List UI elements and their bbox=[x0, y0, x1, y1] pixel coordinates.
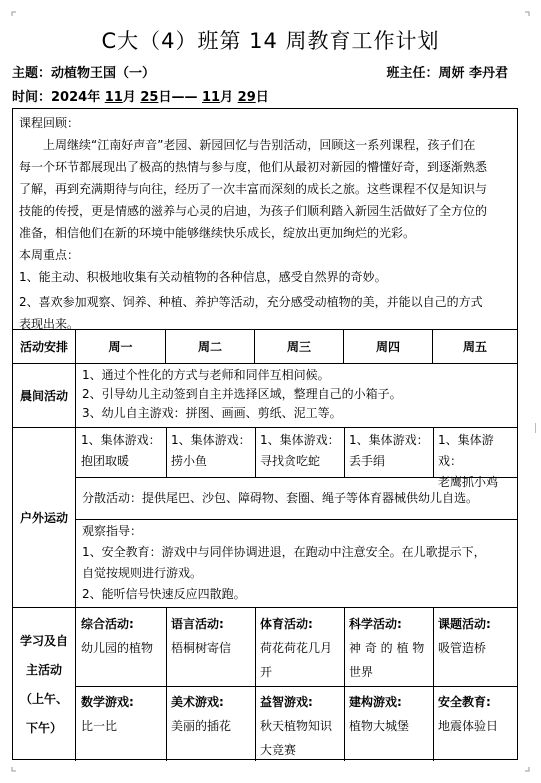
morning-label: 晨间活动 bbox=[19, 388, 68, 403]
learning-label bbox=[13, 608, 75, 761]
activity-name: 吸管造桥 bbox=[438, 641, 487, 655]
activity-name: 秋天植物知识 bbox=[260, 719, 333, 733]
review-line: 了解，再到充满期待与向往，经历了一次丰富而深刻的成长之旅。这些课程不仅是知识与 bbox=[19, 182, 488, 196]
crop-mark-bottom-left bbox=[4, 767, 16, 779]
activity-name: 美丽的插花 bbox=[171, 719, 232, 733]
learning-grid bbox=[75, 608, 517, 761]
morning-line: 2、引导幼儿主动签到自主并选择区域，整理自己的小箱子。 bbox=[82, 387, 402, 401]
teacher-line bbox=[386, 62, 508, 81]
review-line: 准备，相信他们在新的环境中能够继续快乐成长，绽放出更加绚烂的光彩。 bbox=[19, 226, 416, 240]
activity-type: 科学活动: bbox=[349, 617, 402, 631]
morning-line: 3、幼儿自主游戏：拼图、画画、剪纸、泥工等。 bbox=[82, 406, 342, 420]
activity-type: 课题活动: bbox=[438, 617, 491, 631]
guidance-line: 1、安全教育：游戏中与同伴协调进退，在跑动中注意安全。在儿歌提示下， bbox=[82, 545, 486, 559]
outdoor-game-tue bbox=[166, 428, 255, 477]
time-unit-month: 月 bbox=[122, 90, 136, 105]
game-name: 捞小鱼 bbox=[171, 454, 208, 468]
plan-table bbox=[12, 108, 518, 760]
outdoor-section bbox=[13, 427, 517, 607]
learning-cell-fri-1 bbox=[433, 608, 518, 686]
time-unit-day-2: 日 bbox=[255, 90, 269, 105]
game-type-label: 1、集体游戏： bbox=[171, 433, 251, 447]
learning-label-line: 下午） bbox=[25, 720, 62, 735]
time-unit-day: 日—— bbox=[158, 90, 198, 105]
teacher-label: 班主任： bbox=[386, 66, 439, 81]
morning-row bbox=[13, 363, 517, 427]
activity-name-cont: 大竞赛 bbox=[260, 743, 297, 757]
review-line: 技能的传授，更是情感的滋养与心灵的启迪，为孩子们顺利踏入新园生活做好了全方位的 bbox=[19, 204, 488, 218]
activity-type: 数学游戏: bbox=[81, 695, 134, 709]
outdoor-game-thu bbox=[344, 428, 433, 477]
activity-type: 美术游戏: bbox=[171, 695, 224, 709]
morning-line: 1、通过个性化的方式与老师和同伴互相问候。 bbox=[82, 368, 330, 382]
activity-type: 综合活动: bbox=[81, 617, 134, 631]
outdoor-game-mon bbox=[76, 428, 166, 477]
review-section bbox=[13, 108, 517, 329]
page-edge-marker bbox=[535, 423, 541, 433]
learning-cell-wed-2 bbox=[255, 687, 344, 761]
activity-type: 建构游戏: bbox=[349, 695, 402, 709]
activity-type: 语言活动: bbox=[171, 617, 224, 631]
theme-label: 主题： bbox=[12, 66, 52, 81]
crop-mark-bottom-right bbox=[525, 767, 537, 779]
outdoor-content bbox=[75, 428, 517, 607]
guidance-line: 自觉按规则进行游戏。 bbox=[82, 566, 203, 580]
time-line bbox=[12, 86, 269, 105]
game-type-label: 1、集体游戏： bbox=[81, 433, 161, 447]
focus-line: 1、能主动、积极地收集有关动植物的各种信息，感受自然界的奇妙。 bbox=[19, 270, 387, 284]
day-header-tue: 周二 bbox=[165, 330, 254, 363]
game-name: 寻找贪吃蛇 bbox=[260, 454, 321, 468]
activity-name: 荷花荷花几月 bbox=[260, 641, 333, 655]
focus-line: 表现出来。 bbox=[19, 317, 80, 331]
activity-name: 幼儿园的植物 bbox=[81, 641, 154, 655]
learning-cell-mon-1 bbox=[76, 608, 166, 686]
game-name: 老鹰抓小鸡 bbox=[438, 475, 499, 489]
day-header-fri: 周五 bbox=[432, 330, 517, 363]
review-heading: 课程回顾： bbox=[19, 116, 80, 130]
learning-cell-tue-1 bbox=[166, 608, 255, 686]
activity-name: 梧桐树寄信 bbox=[171, 641, 232, 655]
learning-cell-tue-2 bbox=[166, 687, 255, 761]
day-header-thu: 周四 bbox=[343, 330, 432, 363]
review-paragraph bbox=[19, 134, 511, 244]
learning-cell-thu-1 bbox=[344, 608, 433, 686]
activity-name: 植物大城堡 bbox=[349, 719, 410, 733]
learning-label-line: 学习及自 bbox=[19, 633, 68, 648]
time-label: 时间： bbox=[12, 90, 52, 105]
time-year: 2024年 bbox=[51, 90, 101, 105]
teacher-value: 周妍 李丹君 bbox=[438, 66, 508, 81]
activity-schedule-label: 活动安排 bbox=[19, 339, 68, 354]
outdoor-free-play: 分散活动：提供尾巴、沙包、障碍物、套圈、绳子等体育器械供幼儿自选。 bbox=[76, 477, 517, 519]
guidance-line: 观察指导： bbox=[82, 524, 143, 538]
day-header-mon: 周一 bbox=[75, 330, 165, 363]
time-end-month: 11 bbox=[202, 90, 221, 105]
outdoor-game-wed bbox=[255, 428, 344, 477]
morning-content bbox=[75, 364, 517, 427]
game-name: 抱团取暖 bbox=[81, 454, 130, 468]
game-type-label: 1、集体游戏： bbox=[260, 433, 340, 447]
learning-cell-fri-2 bbox=[433, 687, 518, 761]
game-type-label: 1、集体游戏： bbox=[438, 433, 494, 468]
learning-cell-mon-2 bbox=[76, 687, 166, 761]
schedule-header-row bbox=[13, 329, 517, 363]
learning-section bbox=[13, 607, 517, 761]
page-title: C大（4）班第 14 周教育工作计划 bbox=[101, 29, 440, 53]
activity-name: 神 奇 的 植 物 bbox=[349, 641, 425, 655]
review-line: 上周继续“江南好声音”老园、新园回忆与告别活动，回顾这一系列课程，孩子们在 bbox=[43, 138, 476, 152]
focus-heading: 本周重点： bbox=[19, 248, 80, 262]
activity-type: 益智游戏: bbox=[260, 695, 313, 709]
activity-type: 安全教育: bbox=[438, 695, 491, 709]
guidance-line: 2、能听信号快速反应四散跑。 bbox=[82, 587, 246, 601]
activity-name: 地震体验日 bbox=[438, 719, 499, 733]
outdoor-guidance bbox=[76, 519, 517, 607]
game-type-label: 1、集体游戏： bbox=[349, 433, 429, 447]
activity-name-cont: 世界 bbox=[349, 665, 374, 679]
focus-line: 2、喜欢参加观察、饲养、种植、养护等活动，充分感受动植物的美，并能以自己的方式 bbox=[19, 295, 483, 309]
game-name: 丢手绢 bbox=[349, 454, 386, 468]
learning-cell-thu-2 bbox=[344, 687, 433, 761]
learning-label-line: 主活动 bbox=[25, 662, 62, 677]
activity-type: 体育活动: bbox=[260, 617, 313, 631]
theme-line bbox=[12, 62, 155, 81]
review-line: 每一个环节都展现出了极高的热情与参与度，他们从最初对新园的懵懂好奇，到逐渐熟悉 bbox=[19, 160, 488, 174]
time-end-day: 29 bbox=[237, 90, 256, 105]
learning-label-line: （上午、 bbox=[19, 691, 68, 706]
activity-name: 比一比 bbox=[81, 719, 118, 733]
theme-value: 动植物王国（一） bbox=[51, 66, 156, 81]
time-unit-month-2: 月 bbox=[220, 90, 234, 105]
crop-mark-top-right bbox=[525, 4, 537, 16]
crop-mark-top-left bbox=[4, 4, 16, 16]
time-start-day: 25 bbox=[140, 90, 159, 105]
outdoor-game-fri bbox=[433, 428, 518, 489]
time-start-month: 11 bbox=[104, 90, 123, 105]
learning-cell-wed-1 bbox=[255, 608, 344, 686]
day-header-wed: 周三 bbox=[254, 330, 343, 363]
outdoor-label: 户外运动 bbox=[19, 510, 68, 525]
activity-name-cont: 开 bbox=[260, 665, 273, 679]
